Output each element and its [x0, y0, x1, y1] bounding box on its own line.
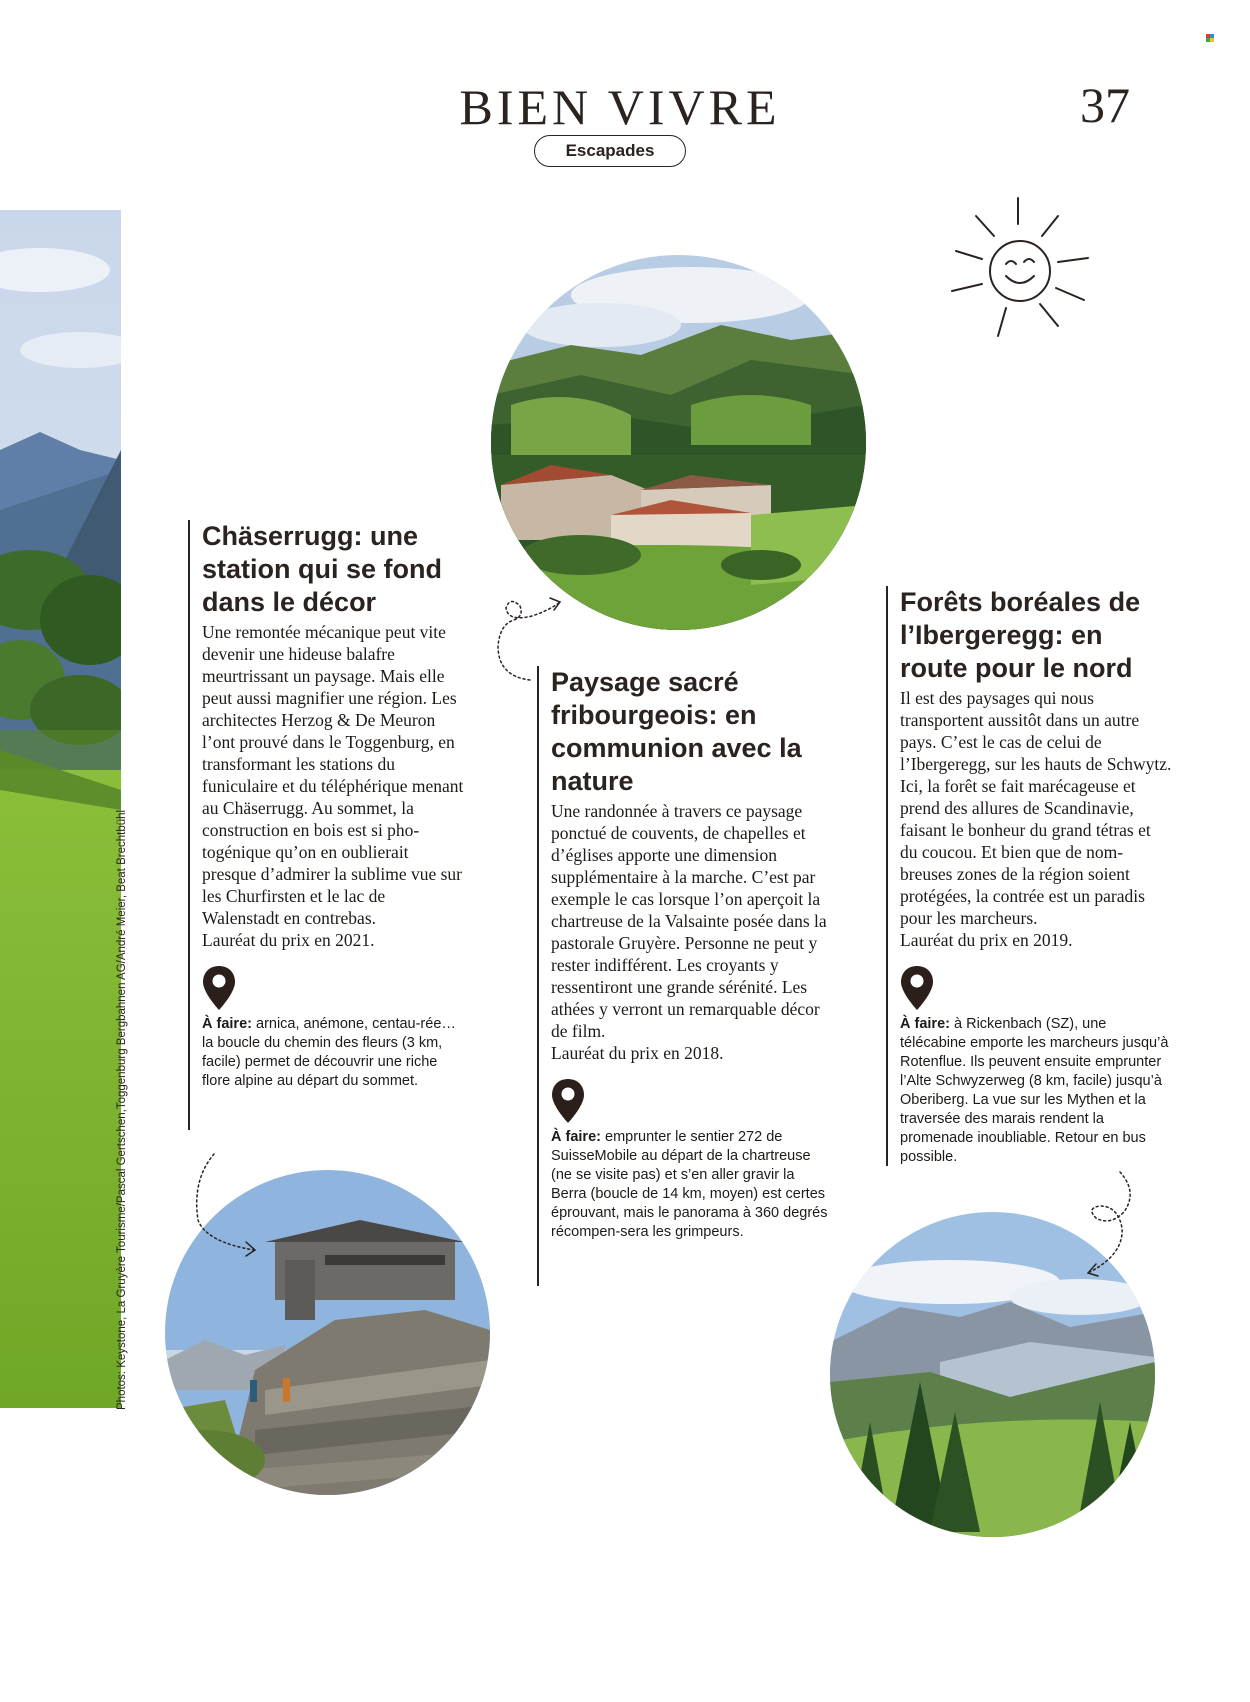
article-award: Lauréat du prix en 2018.: [551, 1043, 724, 1063]
article-award: Lauréat du prix en 2019.: [900, 930, 1073, 950]
article-title: Paysage sacré fribourgeois: en communion avec la nature: [551, 667, 802, 796]
article-title: Forêts boréales de l’Ibergeregg: en route pour le nord: [900, 587, 1141, 683]
todo-text: emprunter le sentier 272 de SuisseMobile au départ de la chartreuse (ne se visite pas) et s’en aller gravir la Berra (boucle de 14 km, moyen) est certes éprouvant, mais le panorama à 360 degrés récompen-sera les grimpeurs.: [551, 1129, 828, 1240]
article-title: Chäserrugg: une station qui se fond dans le décor: [202, 521, 442, 617]
section-title: BIEN VIVRE: [459, 79, 781, 135]
article-todo: [202, 1015, 464, 1091]
photo-credit: Photos: Keystone, La Gruyère Tourisme/Pascal Gertschen,Toggenburg Bergbahnen AG/André Meier, Beat Brechtbühl: [116, 809, 128, 1410]
dotted-arrow-icon: [190, 1150, 270, 1260]
article-award: Lauréat du prix en 2021.: [202, 930, 375, 950]
article-valsainte: [537, 666, 829, 1286]
article-ibergeregg: [886, 586, 1172, 1166]
article-body: Une remontée mécanique peut vite devenir une hideuse balafre meurtrissant un paysage. Mais elle peut aussi magnifier une région. Les architectes Herzog & De Meuron l’ont prouvé dans le Toggenburg, en transformant les stations du funiculaire et du téléphérique menant au Chäserrugg. Au sommet, la construction en bois est si pho-togénique qu’on en oublierait presque d’admirer la sublime vue sur les Churfirsten et le lac de Walenstadt en contrebas.: [202, 622, 464, 928]
todo-label: À faire:: [551, 1129, 601, 1145]
todo-text: à Rickenbach (SZ), une télécabine emporte les marcheurs jusqu’à Rotenflue. Ils peuvent ensuite emprunter l’Alte Schwyzerweg (8 km, facile) jusqu’à Oberiberg. La vue sur les Mythen et la traversée des marais rendent la promenade inoubliable. Retour en bus possible.: [900, 1016, 1169, 1165]
article-body: Une randonnée à travers ce paysage ponctué de couvents, de chapelles et d’églises apporte une dimension supplémentaire à la marche. C’est par exemple le cas lorsque l’on aperçoit la chartreuse de la Valsainte posée dans la pastorale Gruyère. Personne ne peut y rester indifférent. Les croyants y ressentiront une grande sérénité. Les athées y verront un remarquable décor de film.: [551, 801, 827, 1041]
valsainte-photo: [491, 255, 866, 630]
dotted-arrow-icon: [1080, 1168, 1140, 1278]
color-mark-icon: [1206, 34, 1214, 42]
todo-label: À faire:: [900, 1016, 950, 1032]
landscape-photo-strip: [0, 210, 121, 1408]
location-pin-icon: [202, 965, 236, 1011]
todo-label: À faire:: [202, 1016, 252, 1032]
subsection-pill: Escapades: [534, 135, 686, 167]
sun-doodle-icon: [948, 196, 1098, 346]
location-pin-icon: [900, 965, 934, 1011]
page-number: 37: [1080, 77, 1130, 133]
article-chaserrugg: [188, 520, 464, 1130]
location-pin-icon: [551, 1078, 585, 1124]
todo-text: arnica, anémone, centau-rée… la boucle du chemin des fleurs (3 km, facile) permet de découvrir une riche flore alpine au départ du sommet.: [202, 1016, 456, 1089]
article-todo: [551, 1128, 829, 1242]
article-todo: [900, 1015, 1172, 1167]
article-body: Il est des paysages qui nous transportent aussitôt dans un autre pays. C’est le cas de celui de l’Ibergeregg, sur les hauts de Schwytz. Ici, la forêt se fait marécageuse et prend des allures de Scandinavie, faisant le bonheur du grand tétras et du coucou. Et bien que de nom-breuses zones de la région soient protégées, la contrée est un paradis pour les marcheurs.: [900, 688, 1172, 928]
